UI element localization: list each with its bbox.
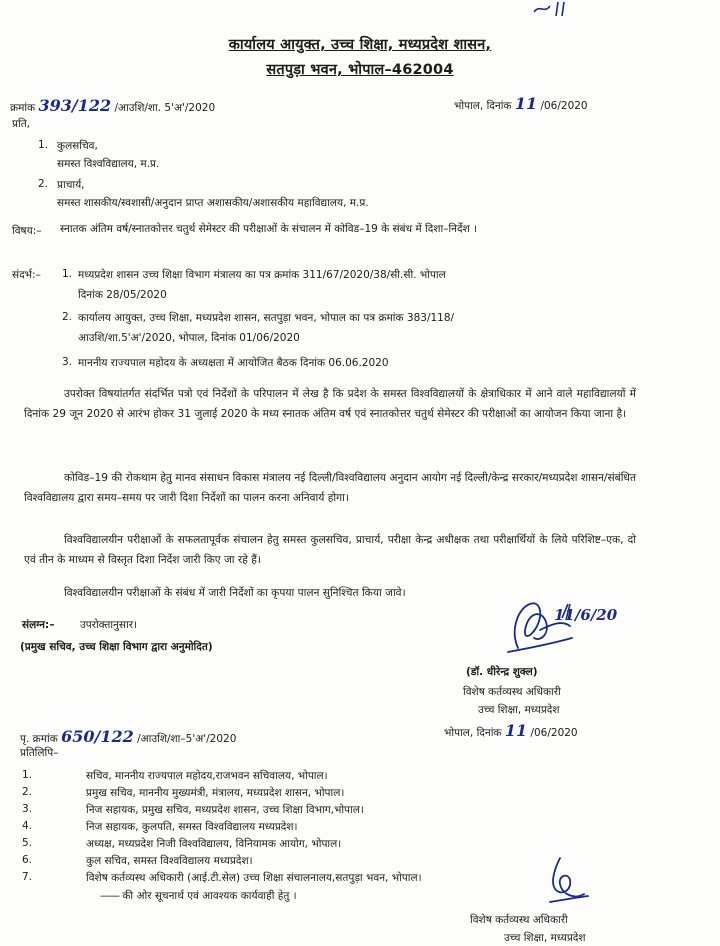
body-paragraph-4: विश्वविद्यालयीन परीक्षाओं के संबंध में जारी निर्देशों का कृपया पालन सुनिश्चित किया जावे। (64, 587, 406, 599)
body-paragraph-2: कोविड–19 की रोकथाम हेतु मानव संसाधन विकास मंत्रालय नई दिल्ली/विश्वविद्यालय अनुदान आयोग नई दिल्ली/केन्द्र सरकार/मध्यप्रदेश शासन/संबंधित विश्वविद्यालय द्वारा समय–समय पर जारी दिशा निर्देशों का पालन करना अनिवार्य होगा। (24, 472, 636, 504)
copy-item-3-num: 3. (22, 803, 33, 815)
recipient-2-num: 2. (38, 178, 49, 190)
enclosure-text: उपरोक्तानुसार। (80, 619, 137, 631)
signatory2-designation: विशेष कर्तव्यस्थ अधिकारी (470, 914, 568, 926)
enclosure-label: संलग्न:– (22, 619, 55, 631)
signatory-office: उच्च शिक्षा, मध्यप्रदेश (478, 704, 560, 716)
reference-2-line1: कार्यालय आयुक्त, उच्च शिक्षा, मध्यप्रदेश शासन, सतपुड़ा भवन, भोपाल का पत्र क्रमांक 383/118/ (78, 312, 455, 324)
copy-label: प्रतिलिपि– (20, 747, 59, 759)
copy-item-2-num: 2. (22, 786, 33, 798)
subject-label: विषय:– (12, 225, 42, 237)
reference-3-line1: माननीय राज्यपाल महोदय के अध्यक्षता में आयोजित बैठक दिनांक 06.06.2020 (78, 357, 389, 369)
signatory-designation: विशेष कर्तव्यस्थ अधिकारी (463, 686, 561, 698)
prati-label: प्रति, (12, 118, 31, 130)
recipient-1-detail: समस्त विश्वविद्यालय, म.प्र. (57, 158, 160, 170)
signatory-name: (डॉ. धीरेन्द्र शुक्ल) (466, 666, 538, 678)
copy-item-4-num: 4. (22, 820, 33, 832)
handwritten-endorsement-number: 650/122 (61, 727, 134, 746)
handwritten-day: 11 (504, 721, 528, 740)
copy-item-3-text: निज सहायक, प्रमुख सचिव, मध्यप्रदेश शासन, उच्च शिक्षा विभाग,भोपाल। (86, 804, 364, 816)
reference-3-num: 3. (62, 356, 73, 368)
corner-pen-mark (528, 0, 578, 18)
copy-item-5-num: 5. (22, 837, 33, 849)
references-label: संदर्भ:– (12, 269, 41, 281)
copy-item-7-text: विशेष कर्तव्यस्थ अधिकारी (आई.टी.सेल) उच्च शिक्षा संचालनालय,सतपुड़ा भवन, भोपाल। (86, 872, 422, 884)
signatory2-office: उच्च शिक्षा, मध्यप्रदेश (504, 932, 586, 944)
copy-item-2-text: प्रमुख सचिव, माननीय मुख्यमंत्री, मंत्रालय, मध्यप्रदेश शासन, भोपाल। (86, 787, 345, 799)
copy-item-1-num: 1. (22, 769, 33, 781)
copy-item-6-num: 6. (22, 854, 33, 866)
signatory-date: भोपाल, दिनांक 11 /06/2020 (444, 721, 578, 740)
recipient-1-num: 1. (38, 139, 49, 151)
recipient-1-title: कुलसचिव, (57, 140, 98, 152)
officer-signature (500, 590, 620, 662)
copy-item-7-num: 7. (22, 871, 33, 883)
reference-2-num: 2. (62, 311, 73, 323)
signature-date: 11/6/20 (554, 606, 618, 624)
letter-date: भोपाल, दिनांक 11 /06/2020 (454, 94, 588, 113)
copy-item-5-text: अध्यक्ष, मध्यप्रदेश निजी विश्वविद्यालय, विनियामक आयोग, भोपाल। (86, 838, 342, 850)
copy-item-6-text: कुल सचिव, समस्त विश्वविद्यालय मध्यप्रदेश। (86, 855, 253, 867)
copy-closing: —— की ओर सूचनार्थ एवं आवश्यक कार्यवाही हेतु । (100, 890, 297, 902)
copy-item-4-text: निज सहायक, कुलपति, समस्त विश्वविद्यालय मध्यप्रदेश। (86, 821, 298, 833)
body-paragraph-3: विश्वविद्यालयीन परीक्षाओं के सफलतापूर्वक संचालन हेतु समस्त कुलसचिव, प्राचार्य, परीक्षा केन्द्र अधीक्षक तथा परीक्षार्थियों के लिये परिशिष्ट–एक, दो एवं तीन के माध्यम से विस्तृत दिशा निर्देश जारी किए जा रहे हैं। (24, 534, 636, 566)
approval-note: (प्रमुख सचिव, उच्च शिक्षा विभाग द्वारा अनुमोदित) (20, 641, 213, 653)
handwritten-day: 11 (514, 94, 538, 113)
subject-text: स्नातक अंतिम वर्ष/स्नातकोत्तर चतुर्थ सेमेस्टर की परीक्षाओं के संचालन में कोविड–19 के संबंध में दिशा–निर्देश । (60, 223, 478, 235)
reference-1-line1: मध्यप्रदेश शासन उच्च शिक्षा विभाग मंत्रालय का पत्र क्रमांक 311/67/2020/38/सी.सी. भोपाल (78, 269, 446, 281)
copy-item-1-text: सचिव, माननीय राज्यपाल महोदय,राजभवन सचिवालय, भोपाल। (86, 770, 328, 782)
handwritten-letter-number: 393/122 (38, 96, 112, 115)
officer-initials (540, 850, 600, 910)
recipient-2-detail: समस्त शासकीय/स्वशासी/अनुदान प्राप्त अशासकीय/अशासकीय महाविद्यालय, म.प्र. (57, 197, 369, 209)
endorsement-number: पृ. क्रमांक 650/122 /आउशि/शा–5'अ'/2020 (20, 727, 237, 746)
reference-1-num: 1. (62, 268, 73, 280)
office-title-line2: सतपुड़ा भवन, भोपाल–462004 (266, 62, 454, 78)
reference-1-line2: दिनांक 28/05/2020 (78, 289, 167, 301)
recipient-2-title: प्राचार्य, (57, 179, 85, 191)
body-paragraph-1: उपरोक्त विषयांतर्गत संदर्भित पत्रो एवं निर्देशों के परिपालन में लेख है कि प्रदेश के समस्त विश्वविद्यालयों के क्षेत्राधिकार में आने वाले महाविद्यालयों में दिनांक 29 जून 2020 से आरंभ होकर 31 जुलाई 2020 के मध्य स्नातक अंतिम वर्ष एवं स्नातकोत्तर चतुर्थ सेमेस्टर की परीक्षाओं का आयोजन किया जाना है। (24, 388, 636, 420)
office-title-line1: कार्यालय आयुक्त, उच्च शिक्षा, मध्यप्रदेश शासन, (228, 37, 492, 53)
reference-2-line2: आउशि/शा.5'अ'/2020, भोपाल, दिनांक 01/06/2020 (78, 332, 300, 344)
letter-number: क्रमांक 393/122 /आउशि/शा. 5'अ'/2020 (10, 96, 216, 115)
